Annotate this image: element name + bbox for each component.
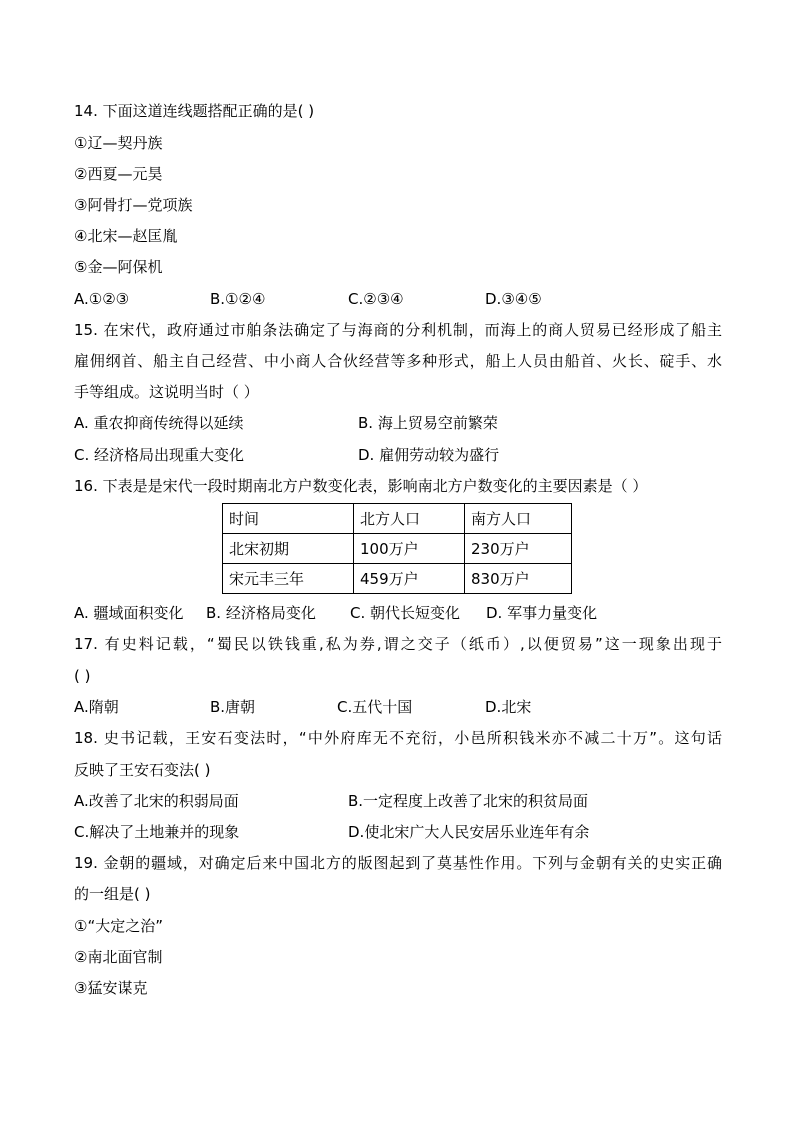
q15-stem-line-3: 手等组成。这说明当时（ ） [74,383,259,401]
table-cell: 230万户 [465,534,572,564]
q14-item-5: ⑤金—阿保机 [74,258,163,276]
q14-item-1: ①辽—契丹族 [74,134,163,152]
q16-options [74,603,734,623]
table-cell: 北宋初期 [223,534,354,564]
table-header-cell: 南方人口 [465,504,572,534]
q16-option-a: A. 疆域面积变化 [74,604,184,622]
q19-item-1: ①“大定之治” [74,917,163,935]
q17-stem-line-1: 17. 有史料记载，“蜀民以铁钱重,私为券,谓之交子（纸币）,以便贸易”这一现象出现于 [74,635,722,653]
q15-option-a: A. 重农抑商传统得以延续 [74,414,244,432]
q18-option-c: C.解决了土地兼并的现象 [74,823,240,841]
q15-stem-line-1: 15. 在宋代，政府通过市舶条法确定了与海商的分利机制，而海上的商人贸易已经形成了船主 [74,321,722,339]
q16-option-c: C. 朝代长短变化 [350,604,461,622]
q14-item-2: ②西夏—元昊 [74,165,163,183]
q16-stem: 16. 下表是是宋代一段时期南北方户数变化表，影响南北方户数变化的主要因素是（ ） [74,477,648,495]
q17-option-c: C.五代十国 [337,698,413,716]
q15-options-row-1 [74,413,734,433]
q15-option-c: C. 经济格局出现重大变化 [74,446,245,464]
table-cell: 宋元丰三年 [223,564,354,594]
q18-option-b: B.一定程度上改善了北宋的积贫局面 [348,792,589,810]
q14-option-b: B.①②④ [210,290,266,308]
table-cell: 830万户 [465,564,572,594]
q17-stem-line-2: ( ) [74,667,91,685]
q14-option-c: C.②③④ [348,290,404,308]
table-header-cell: 时间 [223,504,354,534]
q14-item-3: ③阿骨打—党项族 [74,196,193,214]
table-cell: 459万户 [354,564,465,594]
q19-item-3: ③猛安谋克 [74,979,148,997]
table-cell: 100万户 [354,534,465,564]
q15-option-d: D. 雇佣劳动较为盛行 [358,446,500,464]
q14-option-a: A.①②③ [74,290,130,308]
q17-option-d: D.北宋 [485,698,532,716]
q14-options [74,289,734,309]
q16-option-b: B. 经济格局变化 [206,604,316,622]
q18-options-row-2 [74,822,734,842]
table-row [223,564,572,594]
q19-stem-line-2: 的一组是( ) [74,885,151,903]
q18-options-row-1 [74,791,734,811]
q14-item-4: ④北宋—赵匡胤 [74,227,178,245]
q18-option-d: D.使北宋广大人民安居乐业连年有余 [348,823,590,841]
table-row [223,534,572,564]
table-header-row [223,504,572,534]
q15-stem-line-2: 雇佣纲首、船主自己经营、中小商人合伙经营等多种形式，船上人员由船首、火长、碇手、水 [74,352,722,370]
q14-option-d: D.③④⑤ [485,290,542,308]
q15-options-row-2 [74,445,734,465]
q17-option-a: A.隋朝 [74,698,119,716]
q17-options [74,697,734,717]
q16-option-d: D. 军事力量变化 [486,604,598,622]
q18-stem-line-1: 18. 史书记载，王安石变法时，“中外府库无不充衍，小邑所积钱米亦不减二十万”。这句话 [74,729,722,747]
q19-item-2: ②南北面官制 [74,948,163,966]
q18-option-a: A.改善了北宋的积弱局面 [74,792,239,810]
q18-stem-line-2: 反映了王安石变法( ) [74,761,211,779]
q14-stem: 14. 下面这道连线题搭配正确的是( ) [74,102,315,120]
table-header-cell: 北方人口 [354,504,465,534]
household-table [222,503,572,594]
q17-option-b: B.唐朝 [210,698,256,716]
q15-option-b: B. 海上贸易空前繁荣 [358,414,498,432]
q19-stem-line-1: 19. 金朝的疆域，对确定后来中国北方的版图起到了莫基性作用。下列与金朝有关的史实正确 [74,854,722,872]
